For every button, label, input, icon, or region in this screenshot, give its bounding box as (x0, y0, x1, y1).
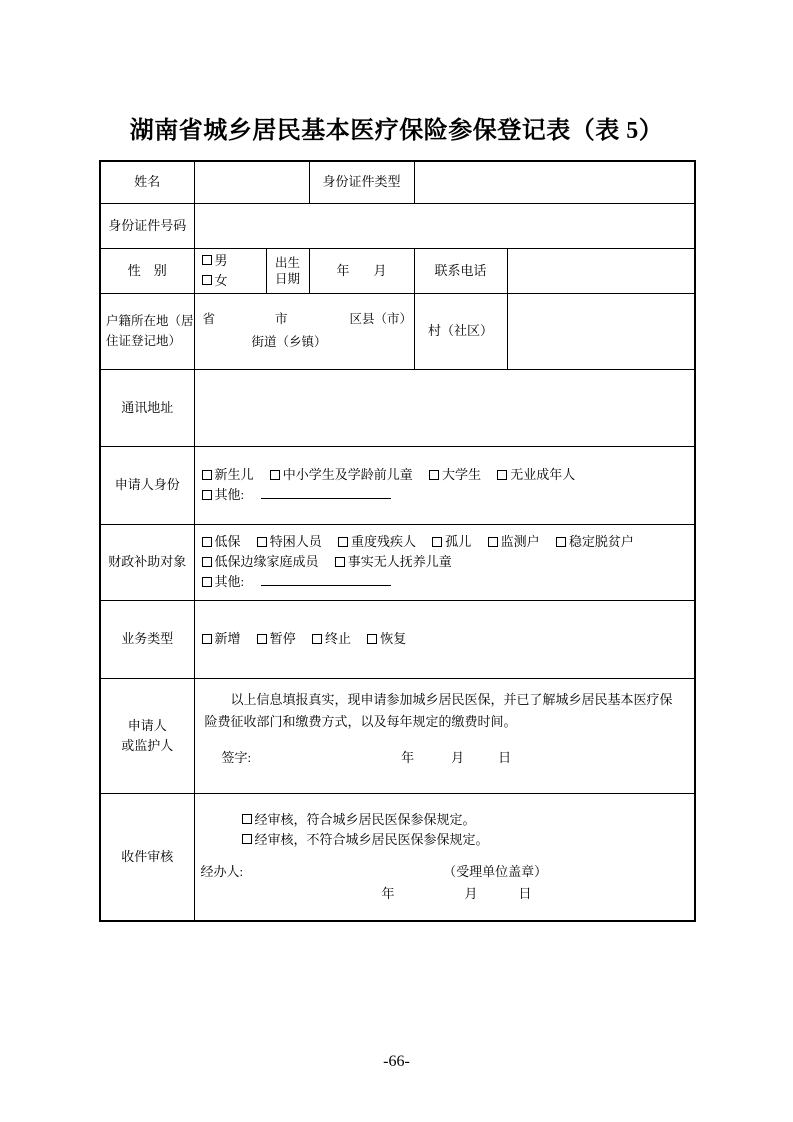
review-option-rejected (201, 830, 695, 850)
checkbox-icon (429, 470, 439, 480)
row-applicant-identity (100, 446, 695, 524)
option-label: 新增 (214, 631, 241, 646)
checkbox-icon (202, 255, 212, 265)
checkbox-icon (488, 537, 498, 547)
checkbox-icon (242, 834, 252, 844)
option-label: 重度残疾人 (351, 534, 417, 549)
mailing-address-label-cell (100, 369, 194, 446)
option-label: 低保边缘家庭成员 (214, 554, 319, 569)
option-label: 特困人员 (269, 534, 322, 549)
checkbox-icon (335, 557, 345, 567)
handler-line (201, 862, 695, 882)
checkbox-icon (432, 537, 442, 547)
option-label: 暂停 (269, 631, 296, 646)
row-residence (100, 293, 695, 369)
subsidy-target-options-cell (194, 524, 695, 600)
option-label: 男 (214, 252, 228, 268)
id-type-label-cell (309, 161, 414, 203)
phone-label: 联系电话 (434, 262, 487, 278)
checkbox-option-de-facto-unsupported-child (335, 552, 452, 572)
review-option-approved (201, 810, 695, 830)
row-receipt-review (100, 793, 695, 921)
blank-underline (261, 583, 391, 586)
checkbox-option-stable-poverty-relief (556, 532, 634, 552)
subsidy-options-line2 (202, 552, 695, 572)
registration-form-table (99, 160, 696, 922)
checkbox-icon (202, 275, 212, 285)
month-hint: 月 (451, 749, 465, 765)
checkbox-option-male (202, 251, 228, 271)
checkbox-option-monitored-household (488, 532, 540, 552)
checkbox-option-dibao-edge-family (202, 552, 319, 572)
applicant-identity-label: 申请人身份 (114, 477, 180, 492)
review-label-cell (100, 793, 194, 921)
option-label: 其他: (214, 487, 245, 502)
month-hint: 月 (373, 262, 387, 278)
village-label: 村（社区） (427, 323, 493, 338)
option-label: 经审核，符合城乡居民医保参保规定。 (254, 811, 476, 827)
option-label: 低保 (214, 534, 241, 549)
birth-date-label-line2: 日期 (274, 271, 300, 286)
option-label: 事实无人抚养儿童 (347, 554, 452, 569)
id-type-value-cell (414, 161, 695, 203)
id-type-label: 身份证件类型 (322, 174, 401, 190)
applicant-identity-options-cell (194, 446, 695, 524)
year-hint: 年 (381, 885, 395, 901)
checkbox-icon (202, 557, 212, 567)
row-gender-birth-phone (100, 248, 695, 293)
checkbox-icon (312, 634, 322, 644)
seal-hint: （受理单位盖章） (443, 863, 548, 879)
blank-underline (261, 496, 391, 499)
subsidy-target-label: 财政补助对象 (108, 554, 187, 569)
checkbox-icon (202, 577, 212, 587)
row-mailing-address (100, 369, 695, 446)
residence-label-cell (100, 293, 194, 369)
name-label: 姓名 (134, 174, 161, 190)
village-label-cell (414, 293, 507, 369)
applicant-label-line2: 或监护人 (121, 737, 174, 753)
city-hint: 市 (275, 312, 288, 326)
form-title: 湖南省城乡居民基本医疗保险参保登记表（表 5） (129, 118, 664, 144)
page-number: -66- (383, 1053, 410, 1070)
identity-options-line1 (202, 465, 695, 485)
name-value-cell (194, 161, 309, 203)
review-date-line (201, 884, 695, 904)
checkbox-option-female (202, 271, 228, 291)
day-hint: 日 (518, 885, 532, 901)
review-label: 收件审核 (121, 848, 174, 864)
checkbox-icon (367, 634, 377, 644)
checkbox-icon (497, 470, 507, 480)
checkbox-option-newborn (202, 465, 254, 485)
applicant-identity-label-cell (100, 446, 194, 524)
residence-label-line1: 户籍所在地（居 (106, 314, 194, 328)
applicant-label-cell (100, 678, 194, 793)
checkbox-icon (270, 470, 280, 480)
residence-label-line2: 住证登记地） (106, 334, 182, 348)
phone-label-cell (414, 248, 507, 293)
option-label: 经审核，不符合城乡居民医保参保规定。 (254, 831, 489, 847)
checkbox-option-pause (257, 629, 296, 649)
row-id-number (100, 203, 695, 248)
business-type-label: 业务类型 (121, 631, 174, 646)
year-hint: 年 (336, 262, 350, 278)
id-number-label: 身份证件号码 (108, 217, 187, 233)
handler-label: 经办人: (200, 863, 244, 879)
option-label: 恢复 (380, 631, 407, 646)
checkbox-option-student (270, 465, 413, 485)
option-label: 大学生 (442, 467, 482, 482)
checkbox-option-resume (367, 629, 406, 649)
checkbox-icon (257, 537, 267, 547)
option-label: 稳定脱贫户 (568, 534, 634, 549)
checkbox-icon (202, 470, 212, 480)
subsidy-options-line1 (202, 532, 695, 552)
gender-label: 性 别 (127, 262, 167, 278)
declaration-cell (194, 678, 695, 793)
checkbox-icon (242, 814, 252, 824)
checkbox-option-other (202, 572, 245, 592)
gender-label-cell (100, 248, 194, 293)
checkbox-option-add (202, 629, 241, 649)
province-hint: 省 (202, 312, 216, 326)
signature-line (195, 748, 695, 768)
row-subsidy-target (100, 524, 695, 600)
option-label: 中小学生及学龄前儿童 (282, 467, 413, 482)
business-type-label-cell (100, 600, 194, 678)
row-name (100, 161, 695, 203)
subsidy-target-label-cell (100, 524, 194, 600)
option-label: 新生儿 (214, 467, 254, 482)
option-label: 终止 (325, 631, 352, 646)
declaration-statement: 以上信息填报真实，现申请参加城乡居民医保，并已了解城乡居民基本医疗保险费征收部门和缴费方式，以及每年规定的缴费时间。 (204, 691, 673, 729)
checkbox-option-severe-disability (338, 532, 416, 552)
phone-value-cell (507, 248, 695, 293)
residence-value-cell (194, 293, 414, 369)
checkbox-option-orphan (432, 532, 471, 552)
checkbox-icon (257, 634, 267, 644)
checkbox-icon (202, 490, 212, 500)
option-label: 女 (214, 272, 228, 288)
mailing-address-label: 通讯地址 (121, 399, 174, 415)
identity-other-line (202, 485, 695, 505)
year-hint: 年 (401, 749, 415, 765)
checkbox-option-other (202, 485, 245, 505)
option-label: 监测户 (500, 534, 540, 549)
checkbox-icon (338, 537, 348, 547)
review-content-cell (194, 793, 695, 921)
checkbox-option-unemployed-adult (497, 465, 575, 485)
name-label-cell (100, 161, 194, 203)
business-type-options-cell (194, 600, 695, 678)
id-number-label-cell (100, 203, 194, 248)
residence-line1 (195, 308, 414, 331)
checkbox-option-dibao (202, 532, 241, 552)
row-applicant-declaration (100, 678, 695, 793)
applicant-label-line1: 申请人 (127, 717, 167, 733)
gender-options-cell (194, 248, 266, 293)
birth-date-label-line1: 出生 (274, 255, 300, 270)
checkbox-icon (202, 634, 212, 644)
checkbox-option-tekun (257, 532, 322, 552)
village-value-cell (507, 293, 695, 369)
day-hint: 日 (498, 749, 512, 765)
checkbox-option-college-student (429, 465, 481, 485)
option-label: 其他: (214, 574, 245, 589)
checkbox-icon (202, 537, 212, 547)
street-hint: 街道（乡镇） (251, 335, 327, 349)
birth-date-label-cell (266, 248, 309, 293)
residence-line2 (195, 331, 414, 354)
subsidy-other-line (202, 572, 695, 592)
row-business-type (100, 600, 695, 678)
mailing-address-value-cell (194, 369, 695, 446)
checkbox-icon (556, 537, 566, 547)
birth-date-value-cell (309, 248, 414, 293)
signature-label: 签字: (221, 749, 252, 765)
checkbox-option-terminate (312, 629, 351, 649)
month-hint: 月 (464, 885, 478, 901)
option-label: 孤儿 (445, 534, 472, 549)
county-hint: 区县（市） (349, 312, 413, 326)
id-number-value-cell (194, 203, 695, 248)
option-label: 无业成年人 (510, 467, 576, 482)
